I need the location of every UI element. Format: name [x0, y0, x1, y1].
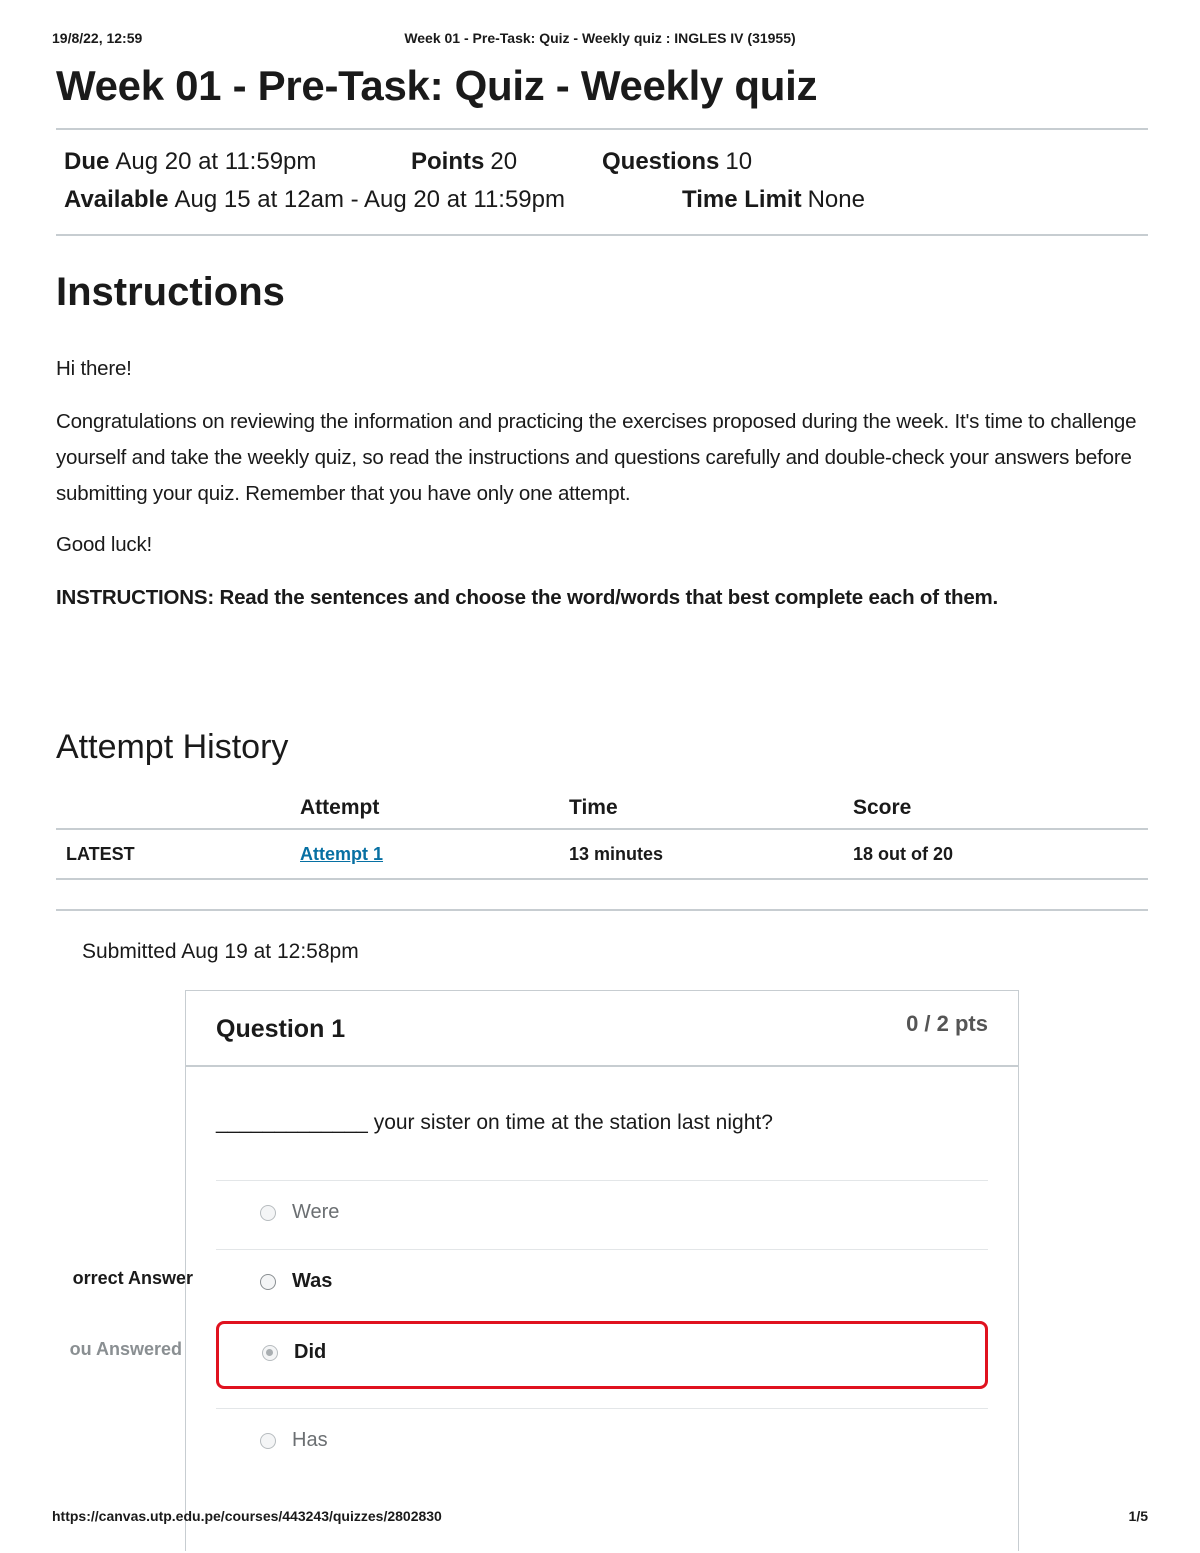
meta-questions	[602, 148, 752, 176]
answer-label: Has	[292, 1429, 328, 1451]
question-card	[185, 990, 1019, 1551]
latest-tag: LATEST	[66, 844, 135, 864]
instructions-directive: INSTRUCTIONS: Read the sentences and choose the word/words that best complete each of them.	[56, 586, 999, 609]
question-sentence: your sister on time at the station last night?	[373, 1111, 773, 1134]
radio-icon[interactable]	[260, 1205, 276, 1221]
answer-option-was[interactable]	[216, 1249, 988, 1318]
question-title: Question 1	[216, 1015, 346, 1043]
radio-icon[interactable]	[260, 1274, 276, 1290]
divider	[56, 909, 1148, 911]
print-header	[52, 30, 1148, 50]
question-points: 0 / 2 pts	[906, 1011, 988, 1036]
attempt-history-heading: Attempt History	[56, 728, 289, 766]
instructions-body: Congratulations on reviewing the information and practicing the exercises proposed during the week. It's time to challenge yourself and take the weekly quiz, so read the instructions and questions carefully and double-check your answers before submitting your quiz. Remember that you have only one attempt.	[56, 410, 1137, 505]
answer-label: Were	[292, 1201, 340, 1223]
meta-points-label: Points	[411, 148, 485, 175]
radio-selected-icon[interactable]	[262, 1345, 278, 1361]
question-header	[186, 991, 1018, 1067]
meta-due-label: Due	[64, 148, 110, 175]
attempt-link[interactable]: Attempt 1	[300, 844, 384, 864]
meta-time-limit-value: None	[807, 186, 865, 213]
print-document-title: Week 01 - Pre-Task: Quiz - Weekly quiz : INGLES IV (31955)	[404, 30, 796, 46]
divider	[56, 128, 1148, 130]
instructions-heading: Instructions	[56, 270, 285, 314]
column-header-time: Time	[569, 796, 618, 819]
answer-option-were[interactable]	[216, 1180, 988, 1249]
meta-questions-label: Questions	[602, 148, 720, 175]
question-text	[216, 1111, 773, 1135]
question-blank: _____________	[216, 1111, 368, 1134]
divider	[56, 234, 1148, 236]
meta-time-limit-label: Time Limit	[682, 186, 802, 213]
you-answered-label: ou Answered	[69, 1339, 182, 1359]
meta-available-label: Available	[64, 186, 169, 213]
answer-label: Was	[292, 1270, 333, 1292]
column-header-attempt: Attempt	[300, 796, 380, 819]
meta-due-value: Aug 20 at 11:59pm	[115, 148, 317, 175]
meta-points-value: 20	[490, 148, 518, 175]
meta-points	[411, 148, 517, 176]
instructions-greeting: Hi there!	[56, 357, 132, 380]
answer-label: Did	[294, 1341, 327, 1363]
print-page-number: 1/5	[1128, 1508, 1148, 1524]
correct-answer-label: orrect Answer	[72, 1268, 193, 1288]
answer-option-has[interactable]	[216, 1408, 988, 1477]
attempt-score: 18 out of 20	[853, 844, 954, 864]
table-header-divider	[56, 828, 1148, 830]
instructions-good-luck: Good luck!	[56, 533, 152, 556]
submitted-timestamp: Submitted Aug 19 at 12:58pm	[82, 940, 359, 963]
meta-questions-value: 10	[725, 148, 753, 175]
answer-option-did[interactable]	[216, 1321, 988, 1389]
meta-available	[64, 186, 565, 214]
page-title: Week 01 - Pre-Task: Quiz - Weekly quiz	[56, 62, 818, 109]
column-header-score: Score	[853, 796, 912, 819]
meta-available-value: Aug 15 at 12am - Aug 20 at 11:59pm	[174, 186, 565, 213]
print-date: 19/8/22, 12:59	[52, 30, 143, 46]
print-url: https://canvas.utp.edu.pe/courses/443243/quizzes/2802830	[52, 1508, 442, 1524]
attempt-time: 13 minutes	[569, 844, 664, 864]
radio-icon[interactable]	[260, 1433, 276, 1449]
meta-due	[64, 148, 316, 176]
print-footer	[52, 1508, 1148, 1528]
table-row-divider	[56, 878, 1148, 880]
meta-time-limit	[682, 186, 865, 214]
